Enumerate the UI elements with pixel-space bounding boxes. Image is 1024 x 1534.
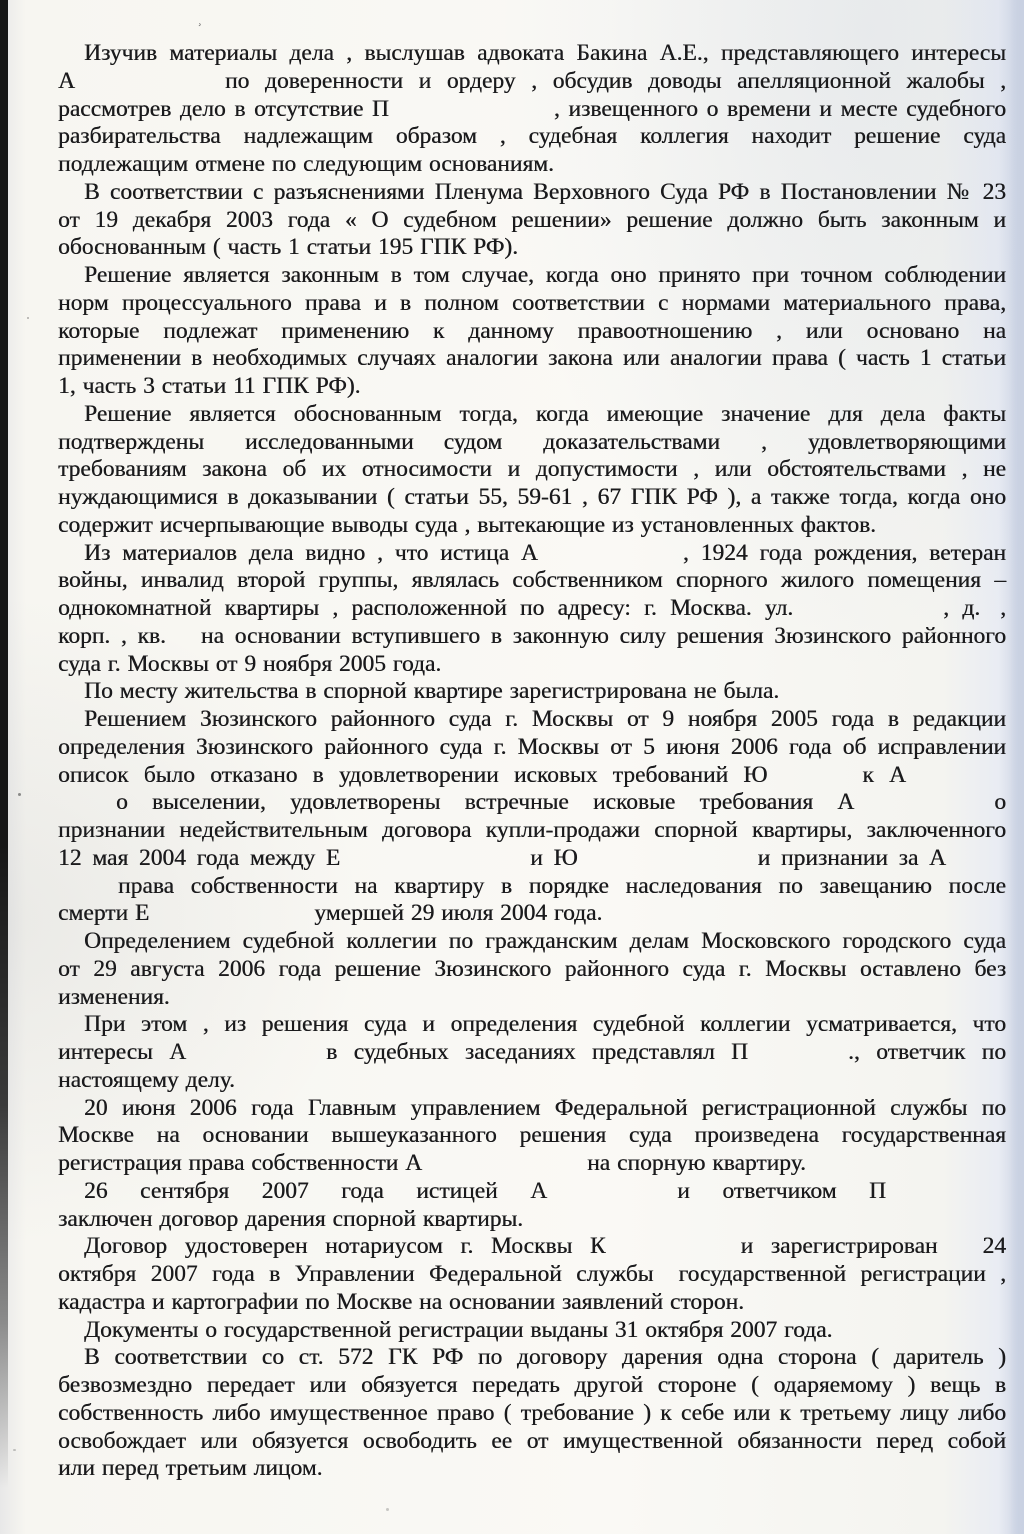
- text-run: Решением Зюзинского районного суда г. Москвы от 9 ноября 2005 года в редакции: [84, 706, 1006, 732]
- text-line: [58, 845, 1006, 873]
- redacted-blank: [748, 1058, 848, 1059]
- text-run: изменения.: [58, 983, 170, 1010]
- text-line: [58, 1344, 1006, 1372]
- text-run: права собственности на квартиру в порядке наследования по завещанию после: [118, 872, 1006, 899]
- text-run: ., ответчик по: [848, 1039, 1006, 1065]
- text-line: [58, 678, 1006, 706]
- indent-gap: [58, 808, 116, 809]
- text-line: [58, 928, 1006, 956]
- text-run: Договор удостоверен нотариусом г. Москвы К: [84, 1233, 606, 1260]
- text-run: заключен договор дарения спорной квартиры.: [58, 1205, 524, 1232]
- scan-speck: [27, 317, 29, 319]
- text-run: 26 сентября 2007 года истицей А: [84, 1177, 548, 1204]
- indent-gap: [58, 892, 118, 893]
- text-run: на основании вступившего в законную силу решения Зюзинского районного: [200, 622, 1006, 649]
- text-line: [58, 734, 1006, 762]
- indent-gap: [58, 559, 84, 560]
- text-run: и Ю: [530, 844, 578, 871]
- redacted-blank: [946, 864, 1006, 865]
- text-line: [58, 151, 1006, 179]
- text-line: [58, 651, 1006, 679]
- indent-gap: [58, 59, 84, 60]
- text-line: [58, 318, 1006, 346]
- text-line: [58, 1039, 1006, 1067]
- text-line: [58, 96, 1006, 124]
- text-run: 24: [982, 1233, 1006, 1260]
- text-run: 1, часть 3 статьи 11 ГПК РФ).: [58, 373, 361, 399]
- text-line: [58, 40, 1006, 68]
- text-run: интересы А: [58, 1039, 187, 1065]
- text-run: подтверждены исследованными: [58, 428, 414, 455]
- text-run: корп. , кв.: [58, 622, 166, 649]
- text-run: от 29 августа 2006 года решение Зюзинского районного суда г. Москвы оставлено без: [58, 955, 1006, 982]
- text-line: [58, 1122, 1006, 1150]
- redacted-blank: [547, 1197, 677, 1198]
- text-run: Определением судебной коллегии по гражданским делам Московского городского суда: [84, 928, 1006, 954]
- redacted-blank: [886, 1197, 1006, 1198]
- redacted-blank: [422, 1169, 587, 1170]
- text-line: [58, 262, 1006, 290]
- text-run: и зарегистрирован: [740, 1233, 938, 1260]
- document-text: [58, 40, 1006, 1483]
- text-run: По месту жительства в спорной квартире зарегистрирована не была.: [84, 678, 780, 705]
- text-run: обоснованным ( часть 1 статьи 195 ГПК РФ).: [58, 234, 518, 261]
- text-run: которые подлежат применению к данному правоотношению , или основано на: [58, 317, 1006, 344]
- text-run: государственной регистрации ,: [678, 1261, 1006, 1287]
- text-run: 20 июня 2006 года Главным управлением Федеральной регистрационной службы по: [84, 1094, 1006, 1121]
- text-line: [58, 373, 1006, 401]
- indent-gap: [58, 697, 84, 698]
- text-run: и ответчиком П: [677, 1177, 886, 1204]
- scan-speck: [386, 1508, 389, 1511]
- text-run: Решение является обоснованным тогда, когда имеющие значение для дела факты: [84, 400, 1006, 427]
- text-run: разбирательства надлежащим образом , судебная коллегия находит решение суда: [58, 123, 1006, 150]
- text-run: смерти Е: [58, 900, 150, 927]
- text-run: суда г. Москвы от 9 ноября 2005 года.: [58, 650, 442, 677]
- scan-speck: [13, 1449, 16, 1451]
- text-run: собственность либо имущественное право ( требование ) к себе или к третьему лицу либо: [58, 1399, 1006, 1426]
- text-line: [58, 789, 1006, 817]
- text-line: [58, 429, 1006, 457]
- text-run: описок было отказано в удовлетворении исковых требований Ю: [58, 761, 768, 788]
- text-run: настоящему делу.: [58, 1066, 235, 1093]
- indent-gap: [58, 1363, 84, 1364]
- text-run: умершей 29 июля 2004 года.: [314, 900, 603, 927]
- redacted-blank: [980, 614, 1000, 615]
- text-run: Из материалов дела видно , что истица А: [84, 539, 538, 566]
- text-run: А: [58, 67, 75, 94]
- text-line: [58, 68, 1006, 96]
- text-line: [58, 567, 1006, 595]
- indent-gap: [58, 420, 84, 421]
- text-line: [58, 123, 1006, 151]
- text-run: содержит исчерпывающие выводы суда , вытекающие из установленных фактов.: [58, 511, 876, 538]
- text-run: освобождает или обязуется освободить ее от имущественной обязанности перед собой: [58, 1427, 1006, 1454]
- text-line: [58, 234, 1006, 262]
- text-line: [58, 1233, 1006, 1261]
- text-line: [58, 623, 1006, 651]
- text-run: В соответствии со ст. 572 ГК РФ по договору дарения одна сторона ( даритель ): [84, 1344, 1006, 1371]
- text-run: в судебных заседаниях представлял П: [326, 1039, 749, 1065]
- indent-gap: [58, 281, 84, 282]
- text-line: [58, 540, 1006, 568]
- text-run: о выселении, удовлетворены встречные исковые требования А: [116, 789, 855, 816]
- text-line: [58, 456, 1006, 484]
- indent-gap: [58, 1197, 84, 1198]
- text-line: [58, 512, 1006, 540]
- text-line: [58, 900, 1006, 928]
- text-line: [58, 762, 1006, 790]
- text-run: , 1924 года рождения, ветеран: [682, 539, 1006, 566]
- text-line: [58, 956, 1006, 984]
- text-line: [58, 873, 1006, 901]
- text-run: подлежащим отмене по следующим основаниям.: [58, 151, 554, 177]
- text-line: [58, 1372, 1006, 1400]
- text-run: судом доказательствами , удовлетворяющими: [443, 428, 1006, 455]
- scan-edge-bar: [0, 0, 8, 1534]
- scan-edge-stripe: [1009, 0, 1024, 1534]
- text-run: применении в необходимых случаях аналогии закона или аналогии права ( часть 1 статьи: [58, 345, 1006, 372]
- indent-gap: [58, 1030, 84, 1031]
- text-line: [58, 706, 1006, 734]
- text-run: В соответствии с разъяснениями Пленума Верховного Суда РФ в Постановлении № 23: [84, 178, 1006, 205]
- redacted-blank: [653, 1280, 678, 1281]
- text-line: [58, 1400, 1006, 1428]
- text-line: [58, 179, 1006, 207]
- redacted-blank: [389, 115, 554, 116]
- text-run: к А: [862, 761, 906, 788]
- indent-gap: [58, 1336, 84, 1337]
- text-line: [58, 984, 1006, 1012]
- text-run: кадастра и картографии по Москве на основании заявлений сторон.: [58, 1288, 745, 1315]
- redacted-blank: [578, 864, 758, 865]
- text-run: на спорную квартиру.: [587, 1150, 806, 1176]
- text-line: [58, 1067, 1006, 1095]
- text-run: безвозмездно передает или обязуется передать другой стороне ( одаряемому ) вещь в: [58, 1372, 1006, 1398]
- redacted-blank: [414, 448, 444, 449]
- redacted-blank: [75, 87, 225, 88]
- text-line: [58, 1428, 1006, 1456]
- redacted-blank: [149, 919, 314, 920]
- text-run: по доверенности и ордеру , обсудив доводы апелляционной жалобы ,: [224, 67, 1006, 94]
- text-run: признании недействительным договора купли-продажи спорной квартиры, заключенного: [58, 817, 1006, 843]
- scan-artifact: ʾ: [194, 21, 203, 39]
- text-run: ,: [1000, 595, 1006, 621]
- text-run: войны, инвалид второй группы, являлась собственником спорного жилого помещения –: [58, 567, 1006, 594]
- text-run: Москве на основании вышеуказанного решения суда произведена государственная: [58, 1122, 1006, 1149]
- text-line: [58, 401, 1006, 429]
- text-run: и признании за А: [757, 844, 946, 871]
- text-line: [58, 345, 1006, 373]
- text-run: регистрация права собственности А: [58, 1150, 423, 1176]
- text-run: норм процессуального права и в полном соответствии с нормами материального права,: [58, 289, 1006, 316]
- redacted-blank: [340, 864, 530, 865]
- scan-speck: [18, 793, 21, 796]
- text-line: [58, 1261, 1006, 1289]
- indent-gap: [58, 725, 84, 726]
- text-line: [58, 1150, 1006, 1178]
- text-line: [58, 1206, 1006, 1234]
- indent-gap: [58, 198, 84, 199]
- text-run: нуждающимися в доказывании ( статьи 55, 59-61 , 67 ГПК РФ ), а также тогда, когда оно: [58, 484, 1006, 510]
- text-run: октября 2007 года в Управлении Федеральной службы: [58, 1261, 654, 1287]
- text-line: [58, 1095, 1006, 1123]
- text-run: рассмотрев дело в отсутствие П: [58, 95, 389, 122]
- redacted-blank: [938, 1252, 983, 1253]
- text-line: [58, 1317, 1006, 1345]
- text-line: [58, 207, 1006, 235]
- redacted-blank: [793, 614, 943, 615]
- redacted-blank: [606, 1252, 741, 1253]
- text-line: [58, 1455, 1006, 1483]
- indent-gap: [58, 947, 84, 948]
- text-run: Изучив материалы дела , выслушав адвоката Бакина А.Е., представляющего интересы: [84, 40, 1006, 66]
- text-line: [58, 1178, 1006, 1206]
- text-line: [58, 817, 1006, 845]
- text-line: [58, 595, 1006, 623]
- redacted-blank: [166, 642, 201, 643]
- text-run: о: [994, 789, 1006, 816]
- indent-gap: [58, 1252, 84, 1253]
- redacted-blank: [186, 1058, 326, 1059]
- text-run: однокомнатной квартиры , расположенной по адресу: г. Москва. ул.: [58, 595, 794, 621]
- text-line: [58, 290, 1006, 318]
- text-run: требованиям закона об их относимости и допустимости , или обстоятельствами , не: [58, 456, 1006, 483]
- text-run: Документы о государственной регистрации выданы 31 октября 2007 года.: [84, 1316, 833, 1343]
- text-line: [58, 1011, 1006, 1039]
- text-run: от 19 декабря 2003 года « О судебном решении» решение должно быть законным и: [58, 206, 1006, 233]
- text-line: [58, 484, 1006, 512]
- redacted-blank: [906, 781, 1006, 782]
- text-run: или перед третьим лицом.: [58, 1455, 323, 1482]
- indent-gap: [58, 1114, 84, 1115]
- redacted-blank: [854, 808, 994, 809]
- text-run: Решение является законным в том случае, когда оно принято при точном соблюдении: [84, 262, 1006, 288]
- redacted-blank: [767, 781, 862, 782]
- text-run: определения Зюзинского районного суда г. Москвы от 5 июня 2006 года об исправлении: [58, 733, 1006, 760]
- redacted-blank: [538, 559, 683, 560]
- text-run: 12 мая 2004 года между Е: [58, 844, 341, 871]
- text-run: , д.: [943, 595, 981, 621]
- text-run: , извещенного о времени и месте судебного: [553, 95, 1006, 122]
- text-line: [58, 1289, 1006, 1317]
- text-run: При этом , из решения суда и определения судебной коллегии усматривается, что: [84, 1011, 1006, 1038]
